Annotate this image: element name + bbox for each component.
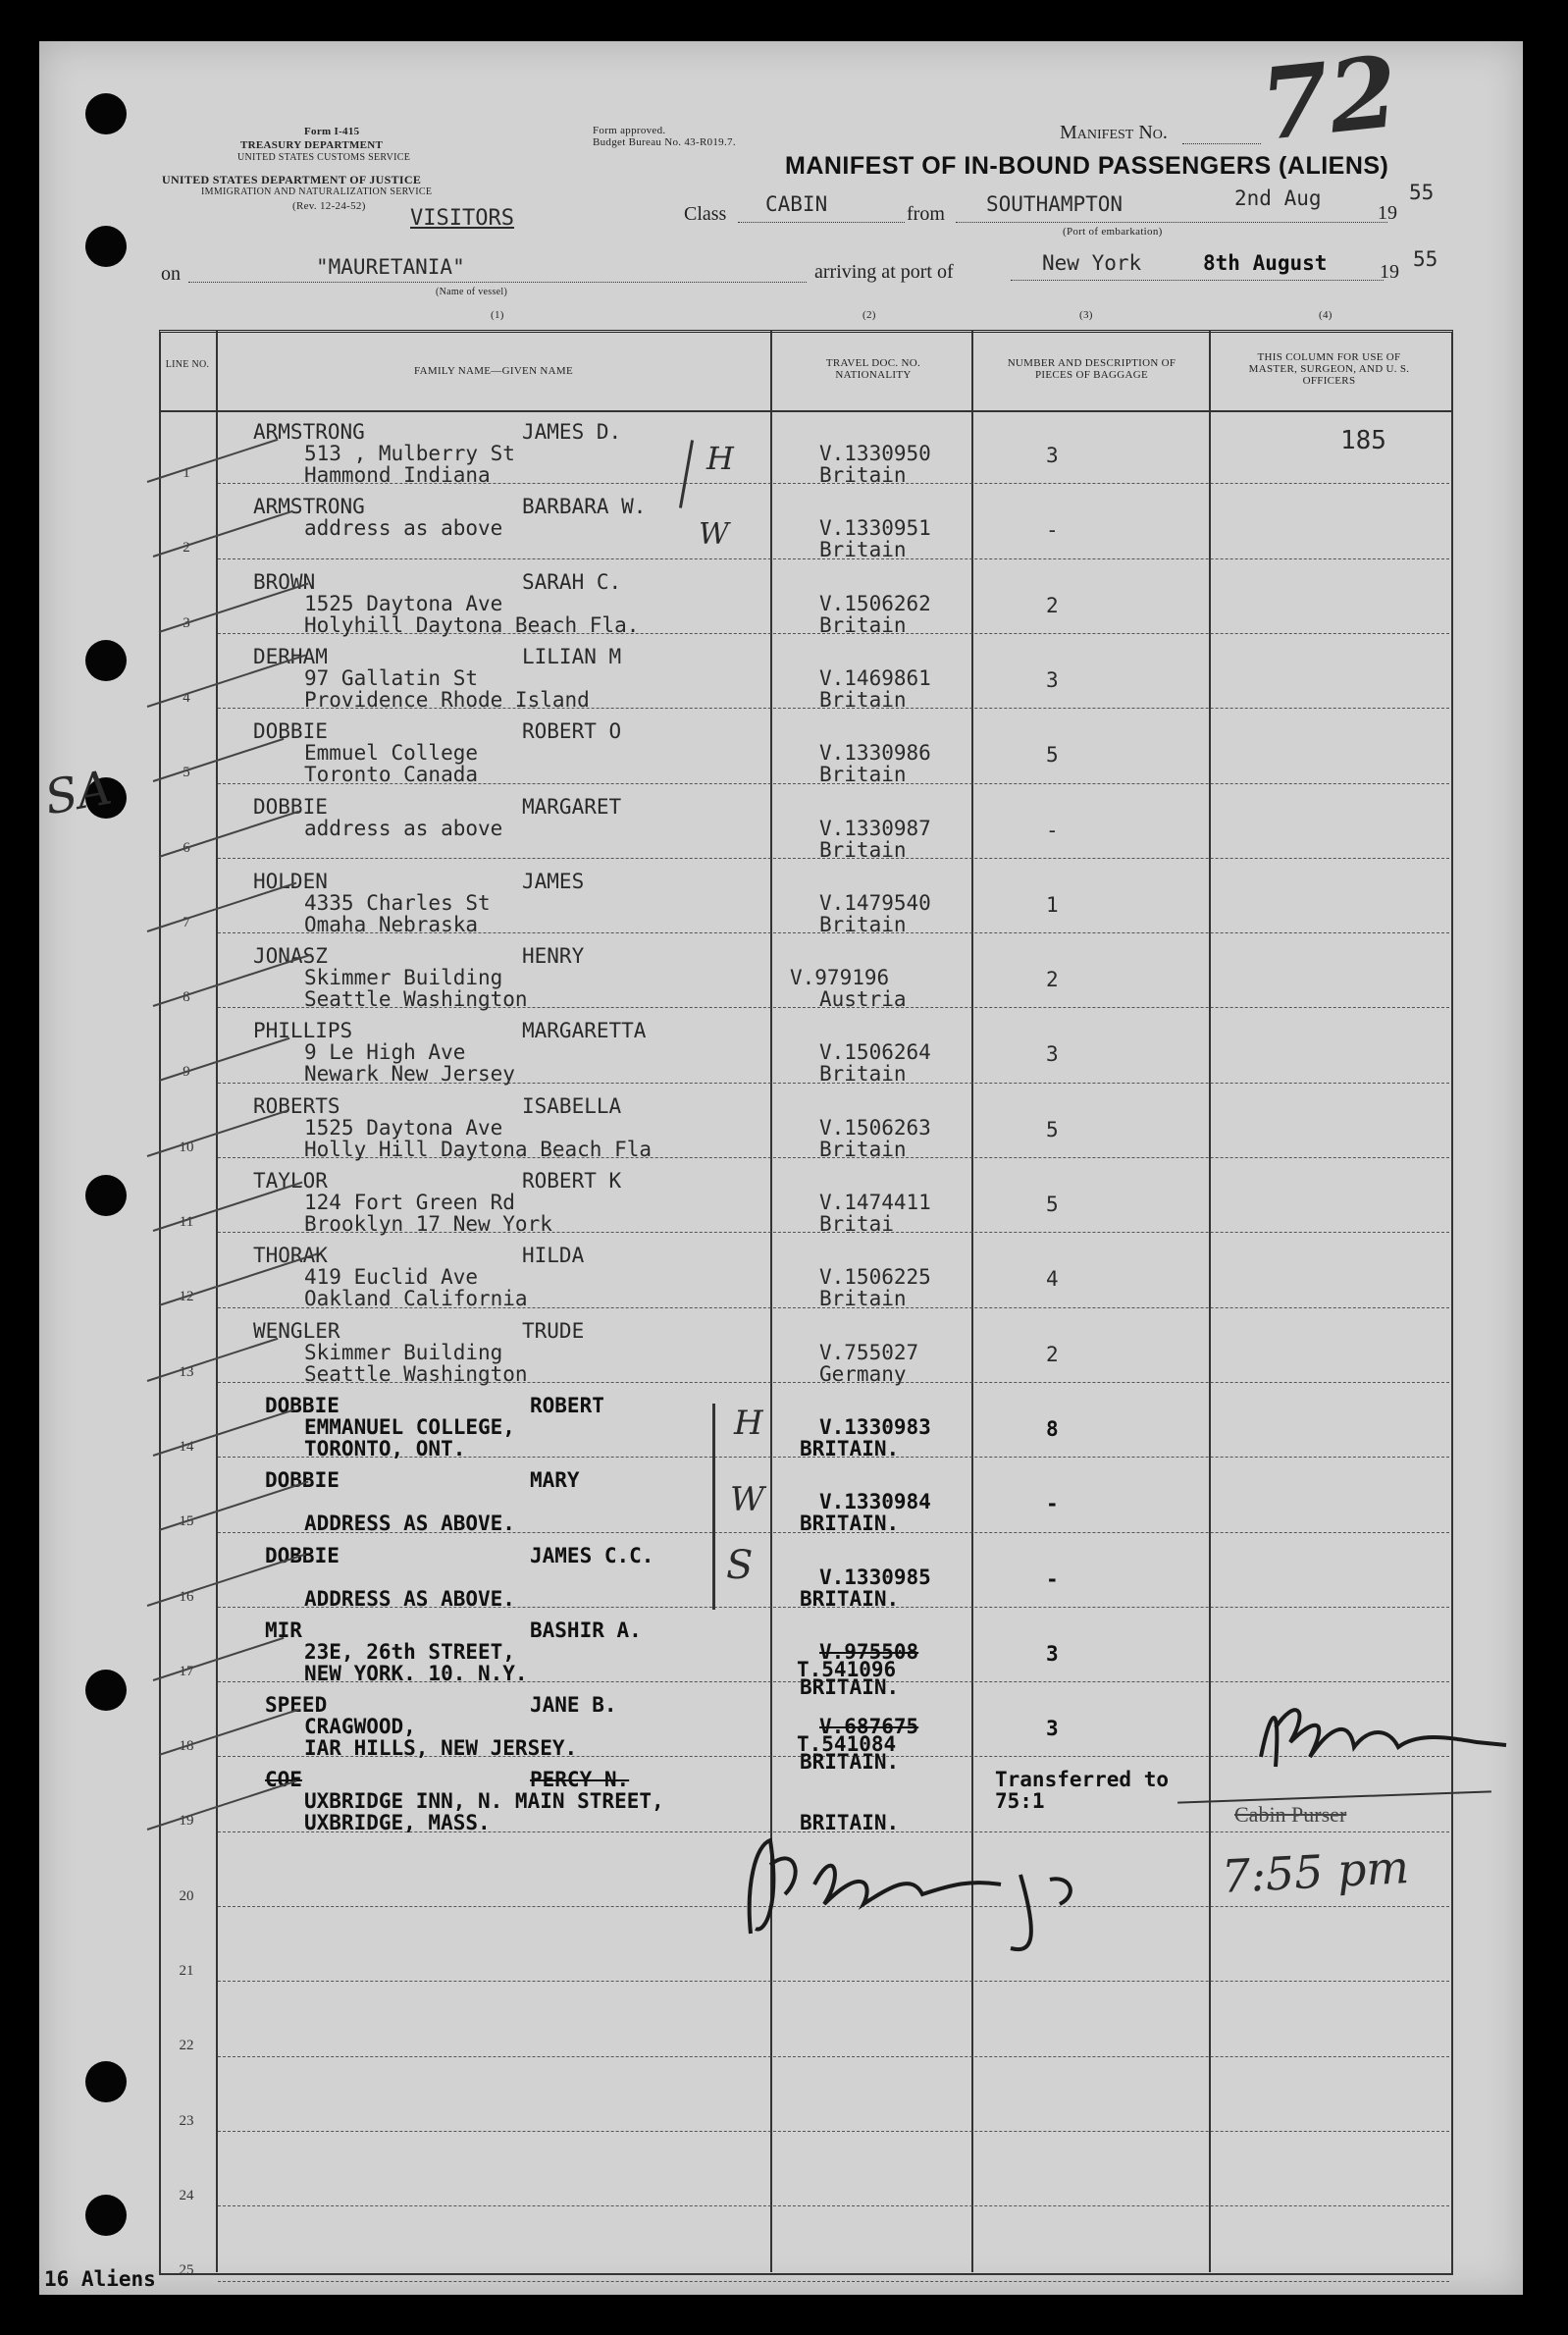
line-number: 5 (183, 765, 190, 780)
baggage-count: 2 (1046, 1343, 1059, 1366)
travel-doc-number: V.755027 (819, 1341, 919, 1364)
line-number: 8 (183, 989, 190, 1005)
line-number: 14 (179, 1439, 194, 1455)
travel-doc-number-corrected: T.541084 (797, 1732, 897, 1756)
line-number: 4 (183, 690, 190, 706)
line-number: 23 (179, 2113, 194, 2129)
travel-doc-number: V.1469861 (819, 666, 931, 690)
baggage-count: 2 (1046, 594, 1059, 617)
manifest-no-line (1182, 143, 1261, 144)
address-line1: UXBRIDGE INN, N. MAIN STREET, (304, 1789, 664, 1813)
nationality: BRITAIN. (800, 1750, 900, 1774)
line-number: 9 (183, 1064, 190, 1080)
line-number: 10 (179, 1140, 194, 1155)
binder-hole (85, 2195, 127, 2236)
family-name: TAYLOR (253, 1169, 328, 1193)
column-number: (2) (862, 309, 876, 321)
address-line1: 124 Fort Green Rd (304, 1191, 515, 1214)
given-name: MARGARET (522, 795, 622, 819)
on-label: on (161, 263, 181, 285)
address-line2: Newark New Jersey (304, 1062, 515, 1086)
address-line2: Toronto Canada (304, 763, 479, 786)
name-header: FAMILY NAME—GIVEN NAME (414, 365, 573, 377)
nationality: Britain (819, 838, 907, 862)
vessel-line (188, 282, 807, 283)
baggage-count: - (1046, 1567, 1059, 1591)
agency-justice: UNITED STATES DEPARTMENT OF JUSTICE (162, 173, 422, 186)
travel-doc-number: V.1506262 (819, 592, 931, 615)
nationality: Britain (819, 1287, 907, 1310)
address-line2: TORONTO, ONT. (304, 1437, 466, 1460)
doc-header: TRAVEL DOC. NO. NATIONALITY (825, 357, 921, 381)
family-name: DOBBIE (265, 1544, 340, 1567)
baggage-count: 4 (1046, 1267, 1059, 1291)
travel-doc-number: V.1330951 (819, 516, 931, 540)
handwritten-h: H (706, 440, 734, 477)
nationality: BRITAIN. (800, 1512, 900, 1535)
from-value: SOUTHAMPTON (986, 192, 1124, 216)
nationality: Britain (819, 1138, 907, 1161)
travel-doc-number: V.1330985 (819, 1566, 931, 1589)
address-line1: 1525 Daytona Ave (304, 592, 503, 615)
family-name: DOBBIE (265, 1468, 340, 1492)
baggage-count: 1 (1046, 893, 1059, 917)
handwritten-bracket (712, 1404, 715, 1610)
given-name: SARAH C. (522, 570, 622, 594)
given-name: JANE B. (530, 1693, 617, 1717)
line-number: 22 (179, 2038, 194, 2053)
row-rule (218, 2281, 1449, 2282)
binder-hole (85, 93, 127, 134)
officer-header: THIS COLUMN FOR USE OF MASTER, SURGEON, AND U. S. OFFICERS (1248, 351, 1410, 387)
baggage-count: 3 (1046, 444, 1059, 467)
year-suffix: 55 (1409, 181, 1435, 204)
visitors-stamp: VISITORS (410, 206, 514, 231)
address-line1: CRAGWOOD, (304, 1715, 416, 1738)
class-value: CABIN (765, 192, 828, 216)
nationality: Britain (819, 463, 907, 487)
baggage-count: 3 (1046, 668, 1059, 692)
address-line2: Providence Rhode Island (304, 688, 590, 712)
handwritten-w: W (699, 517, 729, 552)
address-line1: Skimmer Building (304, 1341, 503, 1364)
baggage-transfer-ref: 75:1 (995, 1789, 1045, 1813)
header-rule (159, 410, 1451, 412)
line-number: 21 (179, 1963, 194, 1979)
baggage-header: NUMBER AND DESCRIPTION OF PIECES OF BAGGAGE (1007, 357, 1176, 381)
family-name: DERHAM (253, 645, 328, 668)
budget-bureau: Budget Bureau No. 43-R019.7. (593, 136, 736, 148)
baggage-count: 2 (1046, 968, 1059, 991)
address-line1: address as above (304, 817, 503, 840)
address-line1: Emmuel College (304, 741, 479, 765)
nationality: Britain (819, 613, 907, 637)
travel-doc-number: V.1330950 (819, 442, 931, 465)
given-name: ROBERT O (522, 719, 622, 743)
form-approved: Form approved. (593, 125, 666, 136)
given-name: LILIAN M (522, 645, 622, 668)
line-number: 12 (179, 1289, 194, 1304)
nationality: Britai (819, 1212, 894, 1236)
baggage-count: 5 (1046, 1193, 1059, 1216)
travel-doc-number: V.979196 (790, 966, 890, 989)
binder-hole (85, 226, 127, 267)
baggage-count: 8 (1046, 1417, 1059, 1441)
address-line1: 23E, 26th STREET, (304, 1640, 515, 1664)
baggage-count: - (1046, 819, 1059, 842)
family-name: THORAK (253, 1244, 328, 1267)
given-name: TRUDE (522, 1319, 585, 1343)
address-line2: ADDRESS AS ABOVE. (304, 1587, 515, 1611)
given-name: ROBERT K (522, 1169, 622, 1193)
address-line1: EMMANUEL COLLEGE, (304, 1415, 515, 1439)
line-number: 2 (183, 540, 190, 556)
line-number: 13 (179, 1364, 194, 1380)
nationality: Britain (819, 1062, 907, 1086)
line-number: 20 (179, 1888, 194, 1904)
address-line1: 97 Gallatin St (304, 666, 479, 690)
address-line2: NEW YORK. 10. N.Y. (304, 1662, 528, 1685)
vessel-caption: (Name of vessel) (436, 287, 508, 297)
column-number: (3) (1079, 309, 1093, 321)
travel-doc-number-corrected: T.541096 (797, 1658, 897, 1681)
vessel-name: "MAURETANIA" (316, 255, 465, 279)
address-line1: 1525 Daytona Ave (304, 1116, 503, 1140)
class-label: Class (684, 203, 727, 225)
baggage-count: 5 (1046, 743, 1059, 767)
travel-doc-number: V.1330986 (819, 741, 931, 765)
family-name: MIR (265, 1619, 302, 1642)
arrival-year-suffix: 55 (1413, 247, 1438, 271)
arrival-line (1011, 280, 1384, 281)
baggage-count: - (1046, 518, 1059, 542)
manifest-no-label: Manifest No. (1060, 122, 1168, 143)
family-name: WENGLER (253, 1319, 340, 1343)
departure-date: 2nd Aug (1234, 186, 1322, 210)
given-name: BARBARA W. (522, 495, 647, 518)
travel-doc-number: V.1506225 (819, 1265, 931, 1289)
margin-note: SA (40, 760, 116, 826)
nationality: Britain (819, 913, 907, 936)
line-number: 6 (183, 840, 190, 856)
baggage-count: - (1046, 1492, 1059, 1515)
address-line2: Brooklyn 17 New York (304, 1212, 552, 1236)
address-line2: IAR HILLS, NEW JERSEY. (304, 1736, 578, 1760)
handwritten-s: S (726, 1543, 754, 1588)
address-line2: Seattle Washington (304, 987, 528, 1011)
time-note: 7:55 pm (1220, 1840, 1411, 1903)
address-line2: Holyhill Daytona Beach Fla. (304, 613, 640, 637)
address-line2: Hammond Indiana (304, 463, 491, 487)
officer-note: 185 (1340, 426, 1386, 455)
travel-doc-number: V.975508 (819, 1640, 919, 1664)
travel-doc-number: V.1330984 (819, 1490, 931, 1513)
family-name: PHILLIPS (253, 1019, 353, 1042)
footer-total: 16 Aliens (44, 2267, 156, 2291)
address-line2: Omaha Nebraska (304, 913, 479, 936)
class-line (738, 222, 905, 223)
line-number: 24 (179, 2188, 194, 2203)
row-rule (218, 2131, 1449, 2132)
nationality: BRITAIN. (800, 1675, 900, 1699)
line-number: 7 (183, 915, 190, 930)
address-line2: Holly Hill Daytona Beach Fla (304, 1138, 653, 1161)
row-rule (218, 2205, 1449, 2206)
row-rule (218, 2056, 1449, 2057)
given-name: BASHIR A. (530, 1619, 642, 1642)
family-name: ARMSTRONG (253, 495, 365, 518)
line-number: 16 (179, 1589, 194, 1605)
arrival-date: 8th August (1203, 251, 1328, 275)
manifest-number: 72 (1255, 33, 1403, 163)
binder-hole (85, 1175, 127, 1216)
line-number: 1 (183, 465, 190, 481)
agency-customs: UNITED STATES CUSTOMS SERVICE (237, 152, 411, 163)
agency-ins: IMMIGRATION AND NATURALIZATION SERVICE (201, 186, 433, 197)
handwritten-h: H (734, 1404, 763, 1443)
baggage-transfer-note: Transferred to (995, 1768, 1170, 1791)
from-line (956, 222, 1387, 223)
given-name: PERCY N. (530, 1768, 630, 1791)
given-name: ISABELLA (522, 1094, 622, 1118)
line-number: 25 (179, 2262, 194, 2278)
agency-treasury: TREASURY DEPARTMENT (240, 139, 384, 151)
column-number: (4) (1319, 309, 1333, 321)
form-revision: (Rev. 12-24-52) (292, 200, 366, 212)
given-name: JAMES (522, 870, 585, 893)
travel-doc-number: V.687675 (819, 1715, 919, 1738)
arrival-port: New York (1042, 251, 1142, 275)
binder-hole (85, 2061, 127, 2102)
arrival-year-prefix: 19 (1380, 261, 1399, 283)
given-name: MARY (530, 1468, 580, 1492)
travel-doc-number: V.1506264 (819, 1040, 931, 1064)
family-name: JONASZ (253, 944, 328, 968)
address-line1: address as above (304, 516, 503, 540)
line-no-header: LINE NO. (165, 359, 210, 370)
binder-hole (85, 1670, 127, 1711)
baggage-count: 3 (1046, 1042, 1059, 1066)
address-line2: Seattle Washington (304, 1362, 528, 1386)
baggage-count: 3 (1046, 1642, 1059, 1666)
row-rule (218, 1981, 1449, 1982)
travel-doc-number: V.1330987 (819, 817, 931, 840)
embarkation-caption: (Port of embarkation) (1063, 226, 1163, 238)
address-line2: ADDRESS AS ABOVE. (304, 1512, 515, 1535)
line-number: 19 (179, 1813, 194, 1829)
travel-doc-number: V.1474411 (819, 1191, 931, 1214)
address-line2: Oakland California (304, 1287, 528, 1310)
address-line1: 9 Le High Ave (304, 1040, 466, 1064)
nationality: BRITAIN. (800, 1587, 900, 1611)
address-line1: 4335 Charles St (304, 891, 491, 915)
given-name: JAMES D. (522, 420, 622, 444)
line-number: 3 (183, 615, 190, 631)
address-line2: UXBRIDGE, MASS. (304, 1811, 491, 1834)
travel-doc-number: V.1330983 (819, 1415, 931, 1439)
manifest-title: MANIFEST OF IN-BOUND PASSENGERS (ALIENS) (785, 152, 1389, 180)
nationality: BRITAIN. (800, 1437, 900, 1460)
given-name: ROBERT (530, 1394, 604, 1417)
nationality: Austria (819, 987, 907, 1011)
given-name: HENRY (522, 944, 585, 968)
nationality: Germany (819, 1362, 907, 1386)
family-name: COE (265, 1768, 302, 1791)
line-number: 17 (179, 1664, 194, 1679)
purser-signature (1222, 1688, 1516, 1786)
family-name: BROWN (253, 570, 316, 594)
travel-doc-number: V.1479540 (819, 891, 931, 915)
baggage-count: 5 (1046, 1118, 1059, 1141)
family-name: DOBBIE (253, 719, 328, 743)
baggage-count: 3 (1046, 1717, 1059, 1740)
nationality: BRITAIN. (800, 1811, 900, 1834)
given-name: HILDA (522, 1244, 585, 1267)
purser-caption: Cabin Purser (1234, 1802, 1347, 1827)
family-name: DOBBIE (265, 1394, 340, 1417)
family-name: ROBERTS (253, 1094, 340, 1118)
year-prefix: 19 (1378, 202, 1397, 224)
column-number: (1) (491, 309, 504, 321)
arriving-label: arriving at port of (814, 261, 954, 283)
family-name: DOBBIE (253, 795, 328, 819)
travel-doc-number: V.1506263 (819, 1116, 931, 1140)
given-name: JAMES C.C. (530, 1544, 654, 1567)
nationality: Britain (819, 763, 907, 786)
line-number: 11 (179, 1214, 194, 1230)
from-label: from (907, 203, 945, 225)
family-name: ARMSTRONG (253, 420, 365, 444)
given-name: MARGARETTA (522, 1019, 647, 1042)
handwritten-w: W (730, 1480, 764, 1519)
form-number: Form I-415 (304, 126, 360, 137)
family-name: SPEED (265, 1693, 328, 1717)
address-line1: 513 , Mulberry St (304, 442, 515, 465)
binder-hole (85, 640, 127, 681)
line-number: 18 (179, 1738, 194, 1754)
address-line1: Skimmer Building (304, 966, 503, 989)
address-line1: 419 Euclid Ave (304, 1265, 479, 1289)
line-number: 15 (179, 1513, 194, 1529)
nationality: Britain (819, 688, 907, 712)
nationality: Britain (819, 538, 907, 561)
family-name: HOLDEN (253, 870, 328, 893)
inspector-signature (726, 1826, 1148, 1953)
